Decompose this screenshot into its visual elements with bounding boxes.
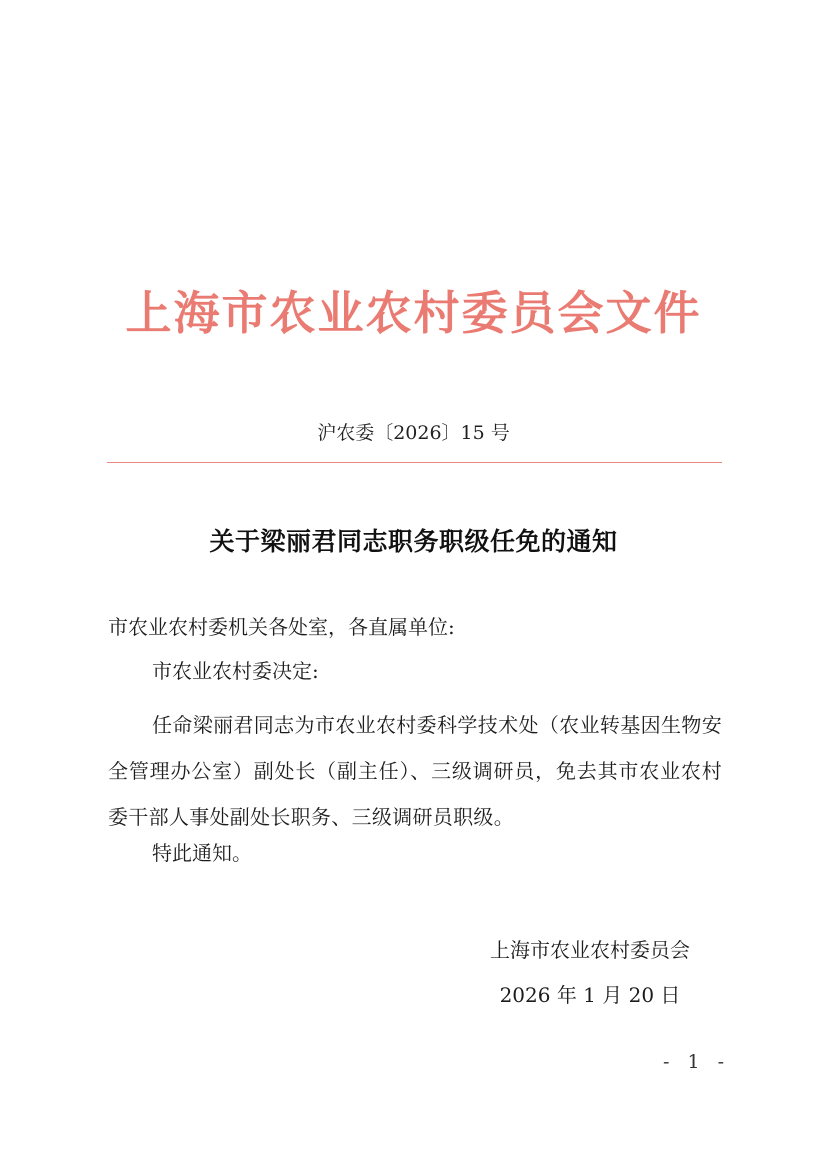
- body-paragraph-closing: 特此通知。: [152, 841, 252, 865]
- addressee-line: 市农业农村委机关各处室，各直属单位:: [108, 615, 455, 639]
- red-separator-line: [107, 462, 722, 463]
- issuer-signature: 上海市农业农村委员会: [490, 938, 690, 962]
- body-paragraph-decision: 市农业农村委决定:: [152, 659, 319, 683]
- notice-title: 关于梁丽君同志职务职级任免的通知: [209, 527, 618, 556]
- document-header-title: 上海市农业农村委员会文件: [125, 286, 702, 340]
- document-number: 沪农委〔2026〕15 号: [317, 422, 510, 444]
- issue-date: 2026 年 1 月 20 日: [499, 983, 681, 1007]
- body-paragraph-appointment: 任命梁丽君同志为市农业农村委科学技术处（农业转基因生物安全管理办公室）副处长（副主任）、三级调研员，免去其市农业农村委干部人事处副处长职务、三级调研员职级。: [108, 713, 722, 829]
- page-number: - 1 -: [662, 1051, 730, 1073]
